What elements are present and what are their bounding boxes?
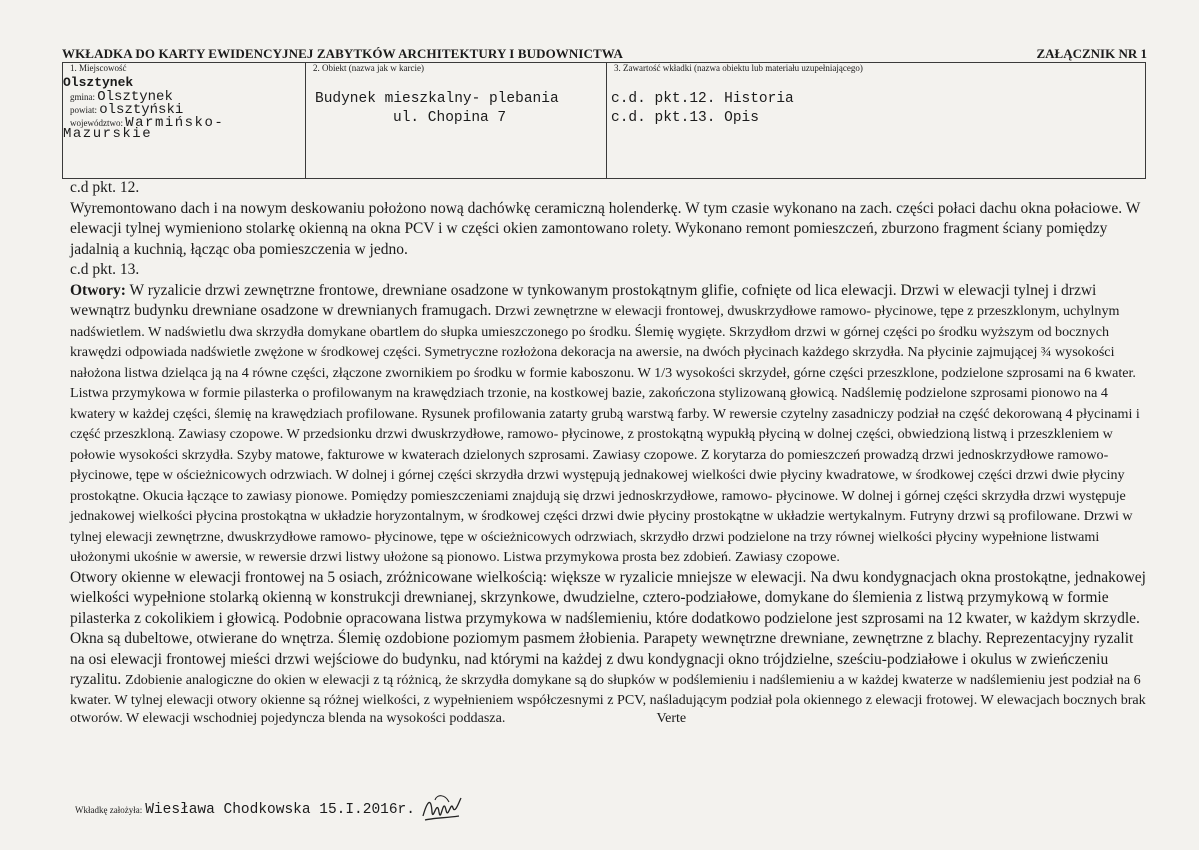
section-12-text: Wyremontowano dach i na nowym deskowaniu położono nową dachówkę ceramiczną holenderkę. W tym czasie wykonano na zach. części połaci dachu okna połaciowe. W elewacji tylnej wymieniono stolarkę okienną na okna PCV i w części okien zamontowano rolety. Wykonano remont pomieszczeń, zburzono fragment ściany pomiędzy jadalnią a kuchnią, łącząc oba pomieszczenia w jedno. — [70, 199, 1141, 258]
openings-intro: W ryzalicie drzwi zewnętrzne frontowe, drewniane osadzone w tynkowanym prostokątnym glifie, cofnięte od lica elewacji. Drzwi w elewacji tylnej i drzwi wewnątrz budynku drewniane osadzone w drewnianych framugach. — [70, 281, 1097, 319]
voivodeship-label: województwo: — [70, 118, 123, 128]
content-label: 3. Zawartość wkładki (nazwa obiektu lub materiału uzupełniającego) — [614, 63, 863, 73]
metadata-table — [62, 62, 1146, 179]
object-label: 2. Obiekt (nazwa jak w karcie) — [313, 63, 424, 73]
content-line-1: c.d. pkt.12. Historia — [611, 91, 794, 107]
openings-doors: Drzwi zewnętrzne w elewacji frontowej, dwuskrzydłowe ramowo- płycinowe, tępe z przeszklonym, uchylnym nadświetlem. W nadświetlu dwa skrzydła domykane obartlem do słupka umieszczonego po środku. Ślemię wygięte. Skrzydłom drzwi w górnej części po środku wyższym od bocznych krawędzi odpowiada nadświetle zwężone w środkowej części. Symetryczne rozłożona dekoracja na awersie, na dwóch płycinach każdego skrzydła. Na płycinie zajmującej ¾ wysokości nałożona listwa dzieląca ją na 4 równe części, złączone zwornikiem po środku w formie kaboszonu. W 1/3 wysokości skrzydeł, górne części przeszklone, podzielone szprosami na 6 kwater. Listwa przymykowa w formie pilasterka o profilowanym na krawędziach trzonie, na kostkowej bazie, zakończona stylizowaną głowicą. Nadślemię podzielone szprosami pionowo na 4 kwatery w każdej części, ślemię na krawędziach profilowane. Rysunek profilowania zatarty grubą warstwą farby. W rewersie czytelny zasadniczy podział na część dekorowaną 4 płycinami i część przeszkloną. Zawiasy czopowe. W przedsionku drzwi dwuskrzydłowe, ramowo- płycinowe, z prostokątną wypukłą płyciną w dolnej części, obwiedzioną listwą i przeszkleniem w połowie wysokości skrzydła. Szyby matowe, fakturowe w kwaterach dzielonych szprosami. Zawiasy czopowe. Z korytarza do pomieszczeń prowadzą drzwi jednoskrzydłowe ramowo- płycinowe, tępe w ościeżnicowych odrzwiach. W dolnej i górnej części skrzydła drzwi występują jednakowej wielkości dwie płyciny kwadratowe, w środkowej części drzwi dwie płyciny prostokątne. Okucia łączące to zawiasy pionowe. Pomiędzy pomieszczeniami znajdują się drzwi jednoskrzydłowe, ramowo- płycinowe. W dolnej i górnej części skrzydła drzwi występuje jednakowej wielkości płycina prostokątna w układzie horyzontalnym, w środkowej części drzwi dwie płyciny prostokątne w układzie wertykalnym. Futryny drzwi są profilowane. Drzwi w tylnej elewacji zewnętrzne, dwuskrzydłowe ramowo- płycinowe, tępe w ościeżnicowych odrzwiach, skrzydło drzwi podzielone na trzy równej wielkości płyciny wypełnione listwami ułożonymi ukośnie w awersie, w rewersie drzwi listwy ułożone są pionowo. Listwa przymykowa prosta bez zdobień. Zawiasy czopowe. — [70, 303, 1140, 565]
object-line-2: ul. Chopina 7 — [393, 110, 507, 126]
location-cell — [63, 63, 306, 178]
town-name: Olsztynek — [63, 75, 134, 90]
footer — [75, 792, 465, 828]
author-label: Wkładkę założyła: — [75, 805, 143, 815]
annex-number: ZAŁĄCZNIK NR 1 — [1036, 46, 1147, 61]
author-value: Wiesława Chodkowska 15.I.2016r. — [145, 802, 415, 818]
windows-paragraph — [70, 568, 1148, 727]
powiat-value: olsztyński — [99, 102, 184, 118]
content-value — [607, 90, 1145, 128]
verte-note: Verte — [656, 709, 687, 726]
gmina-value: Olsztynek — [97, 89, 173, 105]
object-cell — [306, 63, 607, 178]
section-12-heading: c.d pkt. 12. — [70, 179, 140, 196]
powiat-label: powiat: — [70, 105, 97, 115]
windows-main: Otwory okienne w elewacji frontowej na 5 osiach, zróżnicowane wielkością: większe w ryzalicie mniejsze w elewacji. Na dwu kondygnacjach okna prostokątne, jednakowej wielkości wypełnione stolarką okienną w konstrukcji drewnianej, skrzynkowe, dwudzielne, cztero-podziałowe, domykane do ślemienia z listwą przymykową w formie pilasterka z cokolikiem i głowicą. Podobnie opracowana listwa przymykowa w nadślemieniu, które dodatkowo podzielone jest szprosami na 12 kwater, w każdym skrzydle. Okna są dubeltowe, otwierane do wnętrza. Ślemię ozdobione poziomym pasmem żłobienia. Parapety wewnętrzne drewniane, zewnętrzne z blachy. Reprezentacyjny ryzalit na osi elewacji frontowej mieści drzwi wejściowe do budynku, nad którymi na każdej z dwu kondygnacji okno trójdzielne, sześciu-podziałowe i okulus w zwieńczeniu ryzalitu. — [70, 568, 1146, 688]
section-13-heading: c.d pkt. 13. — [70, 261, 140, 278]
windows-tail: Zdobienie analogiczne do okien w elewacji z tą różnicą, że skrzydła domykane są do słupków w podślemieniu i nadślemieniu a w każdej kwaterze w nadślemieniu jest podział na 6 kwater. W tylnej elewacji otwory okienne są różnej wielkości, z wypełnieniem współczesnymi z PCV, naśladującym podział pola okiennego z elewacji frotowej. W elewacjach bocznych brak otworów. W elewacji wschodniej pojedyncza blenda na wysokości poddasza. — [70, 672, 1146, 726]
signature-icon — [419, 792, 465, 828]
openings-paragraph — [70, 281, 1148, 568]
document-title: WKŁADKA DO KARTY EWIDENCYJNEJ ZABYTKÓW ARCHITEKTURY I BUDOWNICTWA — [62, 46, 623, 61]
voivodeship-value-2: Mazurskie — [63, 126, 153, 142]
location-label: 1. Miejscowość — [70, 63, 127, 73]
object-value — [306, 90, 606, 128]
object-line-1: Budynek mieszkalny- plebania — [315, 91, 559, 107]
content-cell — [607, 63, 1145, 178]
voivodeship-value: Warmińsko- — [125, 115, 225, 131]
openings-label: Otwory: — [70, 281, 126, 299]
content-line-2: c.d. pkt.13. Opis — [611, 110, 759, 126]
gmina-label: gmina: — [70, 92, 95, 102]
document-body — [70, 178, 1148, 727]
